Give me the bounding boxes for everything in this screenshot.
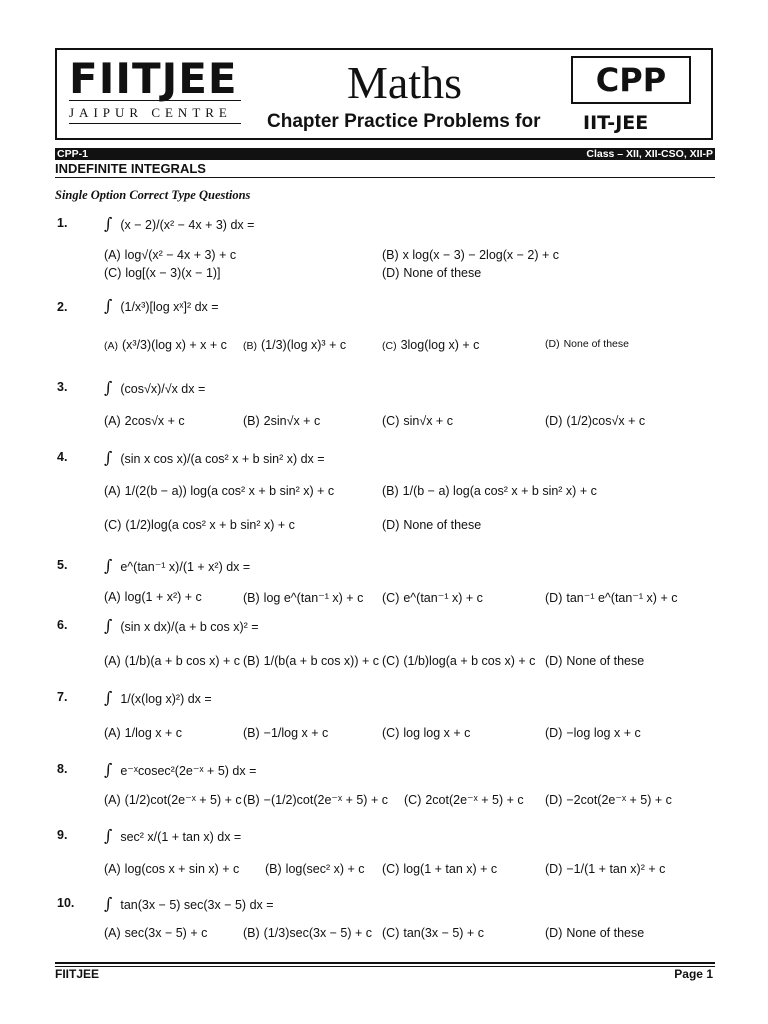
chapter-title: INDEFINITE INTEGRALS bbox=[55, 161, 206, 176]
option-d[interactable]: (D) (1/2)cos√x + c bbox=[545, 414, 646, 428]
question-stem: ∫ (sin x cos x)/(a cos² x + b sin² x) dx = bbox=[104, 448, 325, 467]
page-number: Page 1 bbox=[674, 967, 713, 981]
section-title: Single Option Correct Type Questions bbox=[55, 188, 251, 202]
option-d[interactable]: (D) −2cot(2e⁻ˣ + 5) + c bbox=[545, 793, 672, 807]
divider bbox=[55, 177, 715, 178]
option-c[interactable]: (C) tan(3x − 5) + c bbox=[382, 926, 484, 940]
option-c[interactable]: (C) (1/b)log(a + b cos x) + c bbox=[382, 654, 536, 668]
option-b[interactable]: (B) 1/(b(a + b cos x)) + c bbox=[243, 654, 379, 668]
question-number: 1. bbox=[57, 216, 68, 230]
option-c[interactable]: (C) log[(x − 3)(x − 1)] bbox=[104, 266, 221, 280]
question-stem: ∫ (x − 2)/(x² − 4x + 3) dx = bbox=[104, 214, 255, 233]
page-title: Maths bbox=[347, 57, 462, 108]
option-c[interactable]: (C) e^(tan⁻¹ x) + c bbox=[382, 591, 483, 605]
option-a[interactable]: (A) sec(3x − 5) + c bbox=[104, 926, 208, 940]
option-b[interactable]: (B) (1/3)sec(3x − 5) + c bbox=[243, 926, 373, 940]
option-d[interactable]: (D) None of these bbox=[545, 654, 645, 668]
question-stem: ∫ e⁻ˣcosec²(2e⁻ˣ + 5) dx = bbox=[104, 760, 257, 779]
option-d[interactable]: (D) −1/(1 + tan x)² + c bbox=[545, 862, 666, 876]
footer-brand: FIITJEE bbox=[55, 967, 100, 981]
exam-label: IIT-JEE bbox=[583, 112, 649, 134]
class-label: Class – XII, XII-CSO, XII-P bbox=[586, 148, 713, 160]
option-a[interactable]: (A) 1/log x + c bbox=[104, 726, 182, 740]
logo-subtitle: JAIPUR CENTRE bbox=[69, 105, 232, 120]
option-b[interactable]: (B) x log(x − 3) − 2log(x − 2) + c bbox=[382, 248, 559, 262]
question-number: 2. bbox=[57, 300, 68, 314]
option-c[interactable]: (C) 2cot(2e⁻ˣ + 5) + c bbox=[404, 793, 524, 807]
cpp-number: CPP-1 bbox=[57, 148, 88, 160]
option-c[interactable]: (C) 3log(log x) + c bbox=[382, 338, 480, 352]
question-stem: ∫ (cos√x)/√x dx = bbox=[104, 378, 206, 397]
option-b[interactable]: (B) −1/log x + c bbox=[243, 726, 329, 740]
header-box bbox=[55, 48, 713, 140]
option-d[interactable]: (D) None of these bbox=[382, 518, 482, 532]
logo-rule-bottom bbox=[69, 123, 241, 124]
question-number: 9. bbox=[57, 828, 68, 842]
page-subtitle: Chapter Practice Problems for bbox=[267, 111, 541, 132]
footer-rule-thin bbox=[55, 966, 715, 967]
option-b[interactable]: (B) −(1/2)cot(2e⁻ˣ + 5) + c bbox=[243, 793, 388, 807]
question-number: 7. bbox=[57, 690, 68, 704]
question-stem: ∫ e^(tan⁻¹ x)/(1 + x²) dx = bbox=[104, 556, 251, 575]
option-b[interactable]: (B) 1/(b − a) log(a cos² x + b sin² x) + c bbox=[382, 484, 597, 498]
logo-rule-top bbox=[69, 100, 241, 101]
option-c[interactable]: (C) sin√x + c bbox=[382, 414, 453, 428]
option-c[interactable]: (C) log(1 + tan x) + c bbox=[382, 862, 498, 876]
option-c[interactable]: (C) log log x + c bbox=[382, 726, 471, 740]
option-c[interactable]: (C) (1/2)log(a cos² x + b sin² x) + c bbox=[104, 518, 295, 532]
question-stem: ∫ sec² x/(1 + tan x) dx = bbox=[104, 826, 242, 845]
option-a[interactable]: (A) log(cos x + sin x) + c bbox=[104, 862, 240, 876]
option-a[interactable]: (A) log√(x² − 4x + 3) + c bbox=[104, 248, 237, 262]
question-number: 3. bbox=[57, 380, 68, 394]
option-d[interactable]: (D) None of these bbox=[545, 926, 645, 940]
option-a[interactable]: (A) (x³/3)(log x) + x + c bbox=[104, 338, 227, 352]
logo-text: FIITJEE bbox=[69, 54, 238, 103]
option-d[interactable]: (D) None of these bbox=[545, 338, 629, 350]
option-a[interactable]: (A) 2cos√x + c bbox=[104, 414, 185, 428]
question-number: 8. bbox=[57, 762, 68, 776]
option-d[interactable]: (D) −log log x + c bbox=[545, 726, 641, 740]
question-number: 4. bbox=[57, 450, 68, 464]
option-a[interactable]: (A) 1/(2(b − a)) log(a cos² x + b sin² x) + c bbox=[104, 484, 335, 498]
option-b[interactable]: (B) log e^(tan⁻¹ x) + c bbox=[243, 591, 364, 605]
option-b[interactable]: (B) 2sin√x + c bbox=[243, 414, 321, 428]
option-b[interactable]: (B) (1/3)(log x)³ + c bbox=[243, 338, 347, 352]
question-number: 6. bbox=[57, 618, 68, 632]
info-band bbox=[55, 148, 715, 160]
option-a[interactable]: (A) (1/2)cot(2e⁻ˣ + 5) + c bbox=[104, 793, 242, 807]
question-number: 5. bbox=[57, 558, 68, 572]
question-stem: ∫ (sin x dx)/(a + b cos x)² = bbox=[104, 616, 259, 635]
option-a[interactable]: (A) log(1 + x²) + c bbox=[104, 590, 202, 604]
option-a[interactable]: (A) (1/b)(a + b cos x) + c bbox=[104, 654, 240, 668]
option-b[interactable]: (B) log(sec² x) + c bbox=[265, 862, 365, 876]
question-stem: ∫ tan(3x − 5) sec(3x − 5) dx = bbox=[104, 894, 274, 913]
cpp-badge: CPP bbox=[571, 56, 691, 104]
option-d[interactable]: (D) None of these bbox=[382, 266, 482, 280]
footer-rule-thick bbox=[55, 962, 715, 964]
question-stem: ∫ (1/x³)[log xˣ]² dx = bbox=[104, 296, 219, 315]
option-d[interactable]: (D) tan⁻¹ e^(tan⁻¹ x) + c bbox=[545, 591, 678, 605]
question-number: 10. bbox=[57, 896, 75, 910]
question-stem: ∫ 1/(x(log x)²) dx = bbox=[104, 688, 212, 707]
